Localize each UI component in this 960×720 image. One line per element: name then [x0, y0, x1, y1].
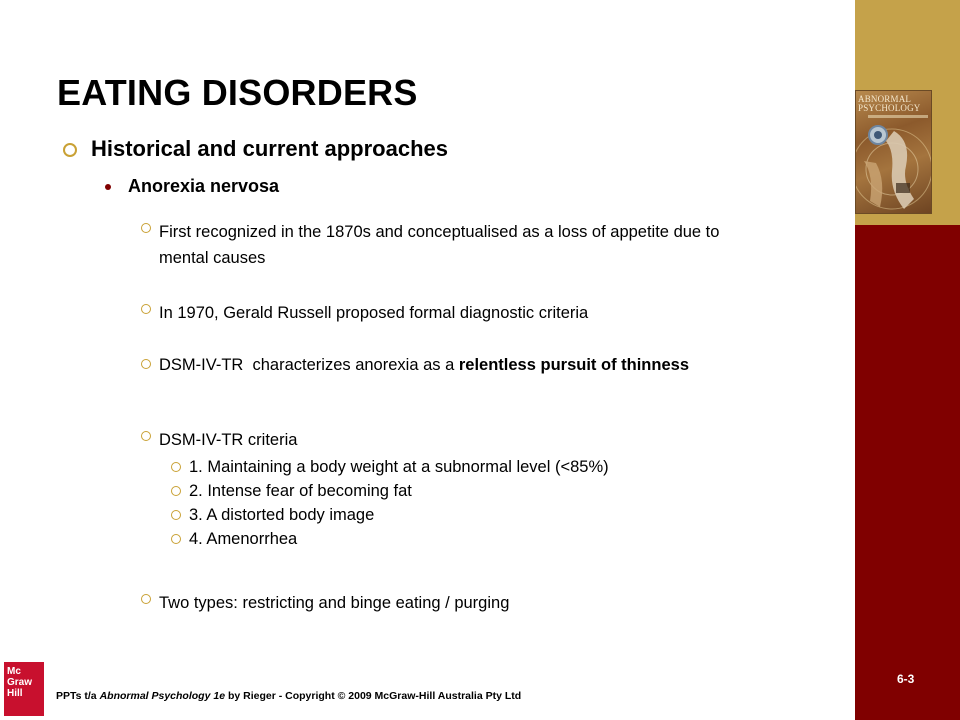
footer-copyright — [56, 690, 521, 702]
logo-line: Graw — [7, 677, 33, 688]
criteria-label: DSM-IV-TR criteria — [159, 431, 298, 449]
ring-bullet-icon — [141, 223, 151, 233]
footer-prefix: PPTs t/a — [56, 690, 100, 702]
slide-number: 6-3 — [897, 672, 915, 686]
point-text: Two types: restricting and binge eating / purging — [159, 594, 510, 612]
criteria-text: 4. Amenorrhea — [189, 530, 298, 548]
logo-line: Mc — [7, 666, 21, 677]
ring-bullet-icon — [141, 431, 151, 441]
slide-title: EATING DISORDERS — [57, 72, 418, 113]
logo-line: Hill — [7, 688, 23, 699]
section-heading: Historical and current approaches — [91, 136, 448, 161]
criteria-text: 2. Intense fear of becoming fat — [189, 482, 412, 500]
dsm-desc-prefix: DSM-IV-TR characterizes anorexia as a — [159, 356, 459, 374]
book-cover-artwork — [856, 121, 931, 213]
ring-bullet-icon — [141, 359, 151, 369]
footer-book: Abnormal Psychology 1e — [99, 690, 226, 702]
ring-bullet-icon — [171, 462, 181, 472]
ring-bullet-icon — [171, 534, 181, 544]
ring-bullet-icon — [63, 143, 77, 157]
point-text — [159, 355, 759, 375]
book-cover-image — [855, 90, 932, 214]
book-cover-subtitle-bar — [868, 115, 928, 118]
ring-bullet-icon — [141, 304, 151, 314]
ring-bullet-icon — [171, 486, 181, 496]
dot-bullet-icon — [105, 184, 111, 190]
dsm-desc-emphasis: relentless pursuit of thinness — [458, 356, 689, 374]
footer-suffix: by Rieger - Copyright © 2009 McGraw-Hill Australia Pty Ltd — [225, 690, 522, 702]
section-subheading: Anorexia nervosa — [128, 176, 280, 196]
ring-bullet-icon — [141, 594, 151, 604]
point-text: In 1970, Gerald Russell proposed formal diagnostic criteria — [159, 304, 589, 322]
criteria-text: 3. A distorted body image — [189, 506, 375, 524]
point-text: First recognized in the 1870s and conceptualised as a loss of appetite due to mental causes — [159, 223, 720, 267]
sidebar-maroon-band — [855, 225, 960, 720]
criteria-text: 1. Maintaining a body weight at a subnormal level (<85%) — [189, 458, 609, 476]
book-cover-title: ABNORMAL PSYCHOLOGY — [858, 94, 921, 113]
publisher-logo — [4, 662, 44, 716]
ring-bullet-icon — [171, 510, 181, 520]
